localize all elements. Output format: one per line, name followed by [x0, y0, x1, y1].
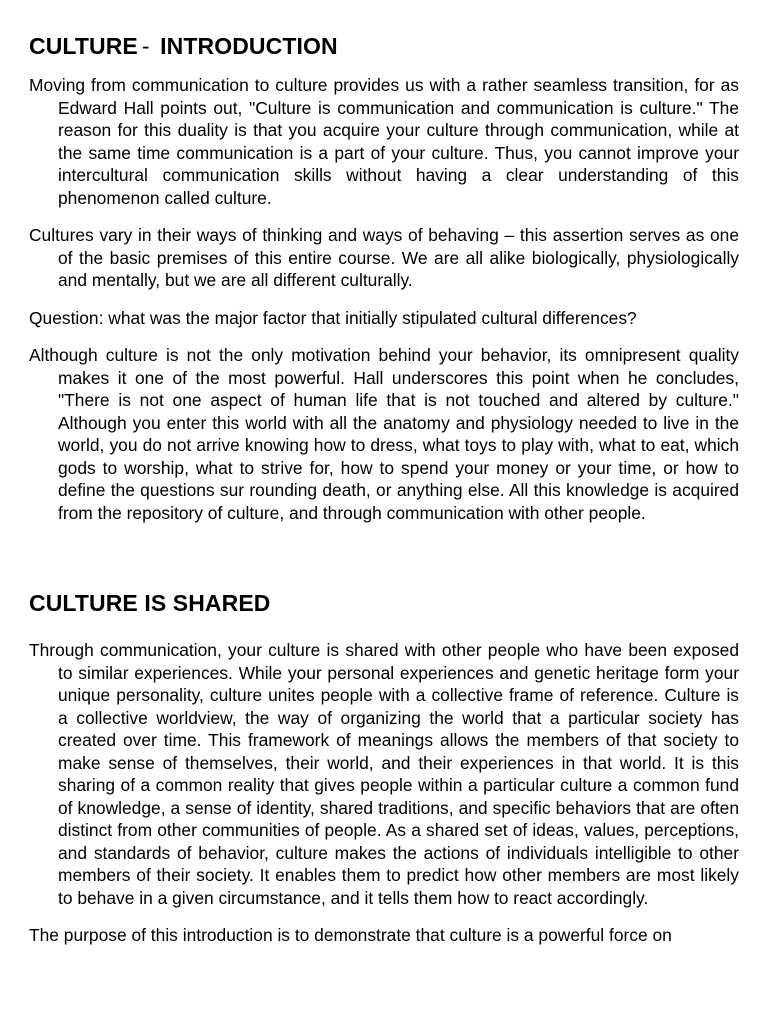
- paragraph-shared-1: Through communication, your culture is shared with other people who have been exposed to similar experiences. While your personal experiences and genetic heritage form your unique personality, culture unites people with a collective frame of reference. Culture is a collective worldview, the way of organizing the world that a particular society has created over time. This framework of meanings allows the members of that society to make sense of themselves, their world, and their experiences in that world. It is this sharing of a common reality that gives people within a particular culture a common fund of knowledge, a sense of identity, shared traditions, and specific behaviors that are often distinct from other communities of people. As a shared set of ideas, values, perceptions, and standards of behavior, culture makes the actions of individuals intelligible to other members of their society. It enables them to predict how other members are most likely to behave in a given circumstance, and it tells them how to react accordingly.: [29, 640, 739, 908]
- title-word-culture: CULTURE: [29, 33, 138, 59]
- paragraph-shared-2: The purpose of this introduction is to demonstrate that culture is a powerful force on: [29, 925, 672, 945]
- section-title-culture-is-shared: CULTURE IS SHARED: [29, 590, 271, 616]
- section-spacer: [29, 539, 739, 587]
- paragraph-intro-2: Cultures vary in their ways of thinking and ways of behaving – this assertion serves as one of the basic premises of this entire course. We are all alike biologically, physiologically and mentally, but we are all different culturally.: [29, 225, 739, 290]
- paragraph-question: Question: what was the major factor that initially stipulated cultural differences?: [29, 307, 637, 328]
- paragraph-intro-1: Moving from communication to culture provides us with a rather seamless transition, for as Edward Hall points out, "Culture is communication and communication is culture." The reason for this duality is that you acquire your culture through communication, while at the same time communication is a part of your culture. Thus, you cannot improve your intercultural communication skills without having a clear understanding of this phenomenon called culture.: [29, 75, 739, 208]
- document-page: [29, 30, 739, 962]
- section-title-introduction: [29, 30, 739, 62]
- title-separator: -: [141, 33, 150, 59]
- title-word-introduction: INTRODUCTION: [160, 33, 338, 59]
- paragraph-intro-3: Although culture is not the only motivation behind your behavior, its omnipresent quality makes it one of the most powerful. Hall underscores this point when he concludes, "There is not one aspect of human life that is not touched and altered by culture." Although you enter this world with all the anatomy and physiology needed to live in the world, you do not arrive knowing how to dress, what toys to play with, what to eat, which gods to worship, what to strive for, how to spend your money or your time, or how to define the questions sur rounding death, or anything else. All this knowledge is acquired from the repository of culture, and through communication with other people.: [29, 345, 739, 523]
